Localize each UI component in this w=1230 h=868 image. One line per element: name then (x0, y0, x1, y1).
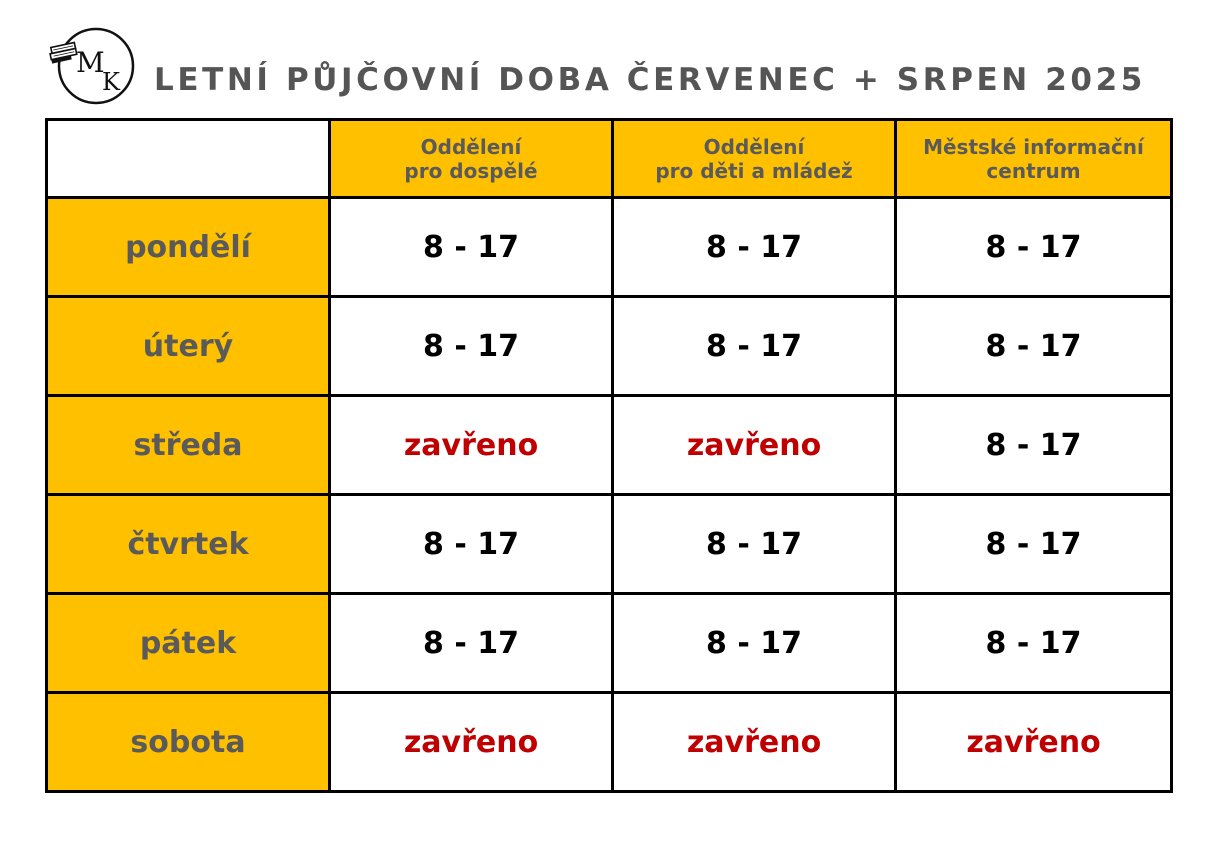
library-logo (46, 26, 136, 108)
hours-cell: 8 - 17 (896, 396, 1172, 495)
hours-cell: 8 - 17 (613, 198, 896, 297)
opening-hours-table (45, 118, 1173, 793)
corner-cell (47, 120, 330, 198)
hours-cell: 8 - 17 (613, 594, 896, 693)
logo-letter-k: K (102, 68, 120, 96)
hours-cell: 8 - 17 (896, 198, 1172, 297)
hours-cell: 8 - 17 (896, 297, 1172, 396)
logo-letter-m: M (76, 46, 105, 79)
table-row (47, 495, 1172, 594)
closed-cell: zavřeno (330, 693, 613, 792)
closed-cell: zavřeno (613, 396, 896, 495)
column-header-line: centrum (986, 158, 1081, 183)
column-header-adult (330, 120, 613, 198)
hours-cell: 8 - 17 (613, 495, 896, 594)
table-header-row (47, 120, 1172, 198)
closed-cell: zavřeno (613, 693, 896, 792)
table-row (47, 693, 1172, 792)
column-header-info-centre (896, 120, 1172, 198)
hours-cell: 8 - 17 (330, 198, 613, 297)
hours-cell: 8 - 17 (330, 297, 613, 396)
column-header-line: Oddělení (420, 134, 522, 159)
table-row (47, 396, 1172, 495)
day-label: úterý (47, 297, 330, 396)
day-label: pondělí (47, 198, 330, 297)
hours-cell: 8 - 17 (613, 297, 896, 396)
day-label: čtvrtek (47, 495, 330, 594)
closed-cell: zavřeno (330, 396, 613, 495)
table-row (47, 297, 1172, 396)
hours-cell: 8 - 17 (330, 594, 613, 693)
book-stack-icon (49, 43, 78, 64)
hours-cell: 8 - 17 (896, 495, 1172, 594)
column-header-line: pro dospělé (404, 158, 538, 183)
page-title: LETNÍ PŮJČOVNÍ DOBA ČERVENEC + SRPEN 2025 (154, 62, 1146, 98)
column-header-line: Městské informační (923, 134, 1144, 159)
hours-cell: 8 - 17 (896, 594, 1172, 693)
hours-cell: 8 - 17 (330, 495, 613, 594)
table-row (47, 198, 1172, 297)
column-header-line: pro děti a mládež (655, 158, 853, 183)
column-header-children (613, 120, 896, 198)
day-label: sobota (47, 693, 330, 792)
column-header-line: Oddělení (703, 134, 805, 159)
day-label: středa (47, 396, 330, 495)
table-row (47, 594, 1172, 693)
closed-cell: zavřeno (896, 693, 1172, 792)
day-label: pátek (47, 594, 330, 693)
